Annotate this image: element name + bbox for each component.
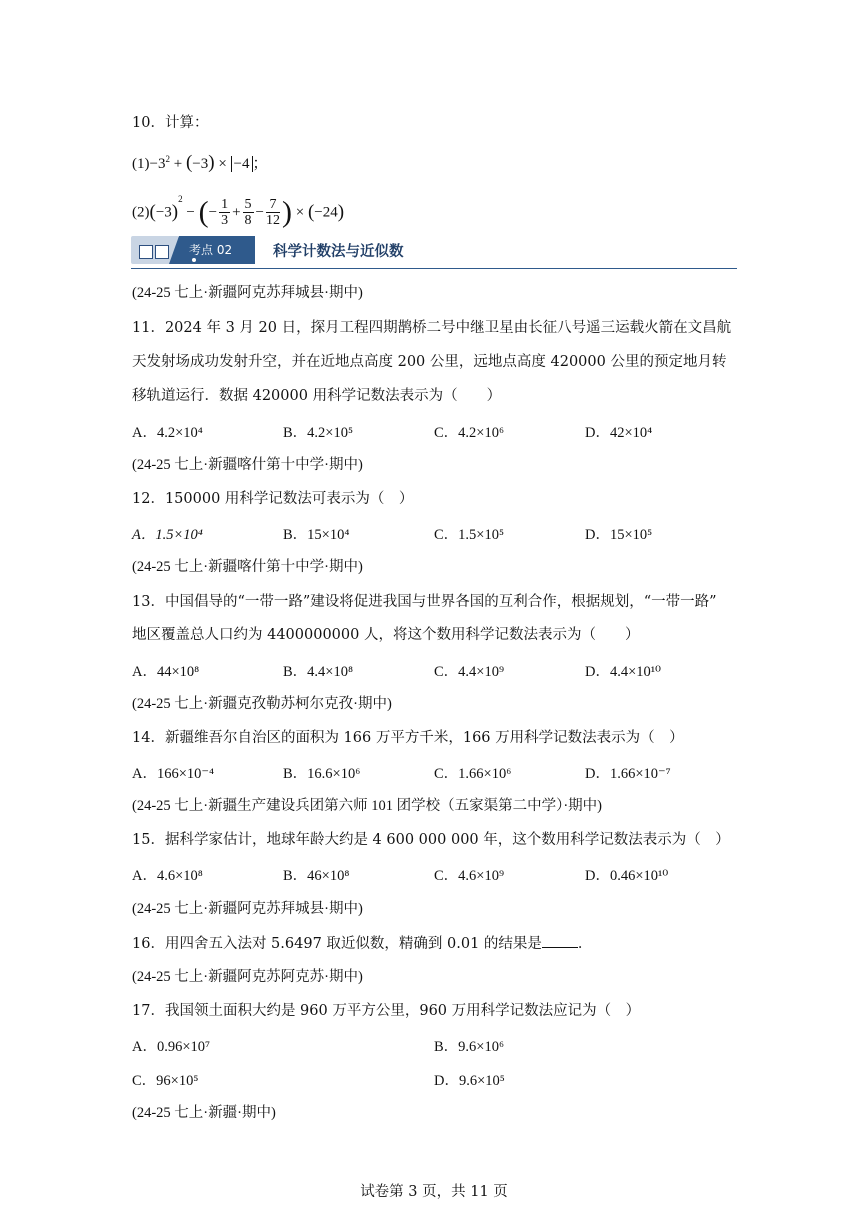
section-title: 科学计数法与近似数 <box>273 243 404 260</box>
section-rule <box>131 268 737 269</box>
part-1-prefix: (1) <box>132 156 150 172</box>
option-c[interactable]: C．1.66×10⁶ <box>434 766 512 782</box>
question-source: (24-25 七上·新疆喀什第十中学·期中) <box>132 559 363 575</box>
option-a[interactable]: A．166×10⁻⁴ <box>132 766 215 782</box>
question-10-label: 10．计算： <box>132 115 209 131</box>
option-c[interactable]: C．96×10⁵ <box>132 1073 199 1089</box>
option-d[interactable]: D．0.46×10¹⁰ <box>585 868 669 884</box>
question-source: (24-25 七上·新疆喀什第十中学·期中) <box>132 457 363 473</box>
option-b[interactable]: B．9.6×10⁶ <box>434 1039 505 1055</box>
question-source: (24-25 七上·新疆生产建设兵团第六师 101 团学校（五家渠第二中学）·期中) <box>132 798 603 814</box>
option-row <box>132 421 752 441</box>
option-d[interactable]: D．1.66×10⁻⁷ <box>585 766 671 782</box>
option-d[interactable]: D．15×10⁵ <box>585 527 653 543</box>
page-footer: 试卷第 3 页，共 11 页 <box>360 1184 508 1200</box>
part-1-expression: $-3^2 + (-3) \times -4$ ； <box>149 152 268 173</box>
option-b[interactable]: B．4.4×10⁸ <box>283 664 354 680</box>
answer-blank[interactable] <box>542 933 578 948</box>
question-10-part-2 <box>132 189 344 229</box>
option-d[interactable]: D．9.6×10⁵ <box>434 1073 505 1089</box>
question-source: (24-25 七上·新疆阿克苏拜城县·期中) <box>132 901 363 917</box>
question-16-text <box>132 933 592 954</box>
section-tag: 考点 02 <box>189 243 233 257</box>
question-source: (24-25 七上·新疆阿克苏阿克苏·期中) <box>132 969 363 985</box>
question-text-line: 地区覆盖总人口约为 4400000000 人，将这个数用科学记数法表示为（ ） <box>132 627 640 643</box>
part-2-expression: $(-3)^2$ − (− $\frac{1}{3}$ + $\frac{5}{8}$ − $\frac{7}{12}$ ) × (−24) <box>149 194 345 229</box>
question-text-line: 天发射场成功发射升空，并在近地点高度 200 公里，远地点高度 420000 公里的预定地月转 <box>132 354 727 370</box>
option-row <box>132 762 752 782</box>
question-text-line: 14．新疆维吾尔自治区的面积为 166 万平方千米，166 万用科学记数法表示为（ ） <box>132 730 684 746</box>
question-text-line: 15．据科学家估计，地球年龄大约是 4 600 000 000 年，这个数用科学记数法表示为（ ） <box>132 832 730 848</box>
option-row <box>132 523 752 543</box>
option-c[interactable]: C．4.2×10⁶ <box>434 425 505 441</box>
question-10-part-1 <box>132 149 268 174</box>
option-row <box>132 864 752 884</box>
option-b[interactable]: B．15×10⁴ <box>283 527 350 543</box>
option-d[interactable]: D．4.4×10¹⁰ <box>585 664 661 680</box>
question-text-line: 移轨道运行．数据 420000 用科学记数法表示为（ ） <box>132 388 502 404</box>
question-text-line: 13．中国倡导的“一带一路”建设将促进我国与世界各国的互利合作，根据规划，“一带一路” <box>132 594 717 610</box>
option-a[interactable]: A．1.5×10⁴ <box>132 527 203 543</box>
question-source: (24-25 七上·新疆阿克苏拜城县·期中) <box>132 285 363 301</box>
option-row <box>132 660 752 680</box>
option-a[interactable]: A．4.6×10⁸ <box>132 868 203 884</box>
option-a[interactable]: A．4.2×10⁴ <box>132 425 203 441</box>
option-row <box>132 1035 752 1055</box>
question-source: (24-25 七上·新疆克孜勒苏柯尔克孜·期中) <box>132 696 392 712</box>
option-row <box>132 1069 752 1089</box>
question-text-line: 16．用四舍五入法对 5.6497 取近似数，精确到 0.01 的结果是 <box>132 936 542 952</box>
section-banner <box>131 236 737 270</box>
question-source: (24-25 七上·新疆·期中) <box>132 1105 276 1121</box>
option-d[interactable]: D．42×10⁴ <box>585 425 653 441</box>
question-text-line: 17．我国领土面积大约是 960 万平方公里，960 万用科学记数法应记为（ ） <box>132 1003 641 1019</box>
option-c[interactable]: C．1.5×10⁵ <box>434 527 505 543</box>
option-c[interactable]: C．4.4×10⁹ <box>434 664 505 680</box>
question-text-line: 12．150000 用科学记数法可表示为（ ） <box>132 491 414 507</box>
question-text-line: 11．2024 年 3 月 20 日，探月工程四期鹊桥二号中继卫星由长征八号遥三运载火箭在文昌航 <box>132 320 732 336</box>
question-trailing: ． <box>577 936 593 952</box>
option-b[interactable]: B．16.6×10⁶ <box>283 766 361 782</box>
option-b[interactable]: B．46×10⁸ <box>283 868 350 884</box>
section-dot <box>192 258 196 262</box>
option-a[interactable]: A．44×10⁸ <box>132 664 200 680</box>
part-2-prefix: (2) <box>132 204 150 221</box>
option-a[interactable]: A．0.96×10⁷ <box>132 1039 211 1055</box>
option-c[interactable]: C．4.6×10⁹ <box>434 868 505 884</box>
option-b[interactable]: B．4.2×10⁵ <box>283 425 354 441</box>
